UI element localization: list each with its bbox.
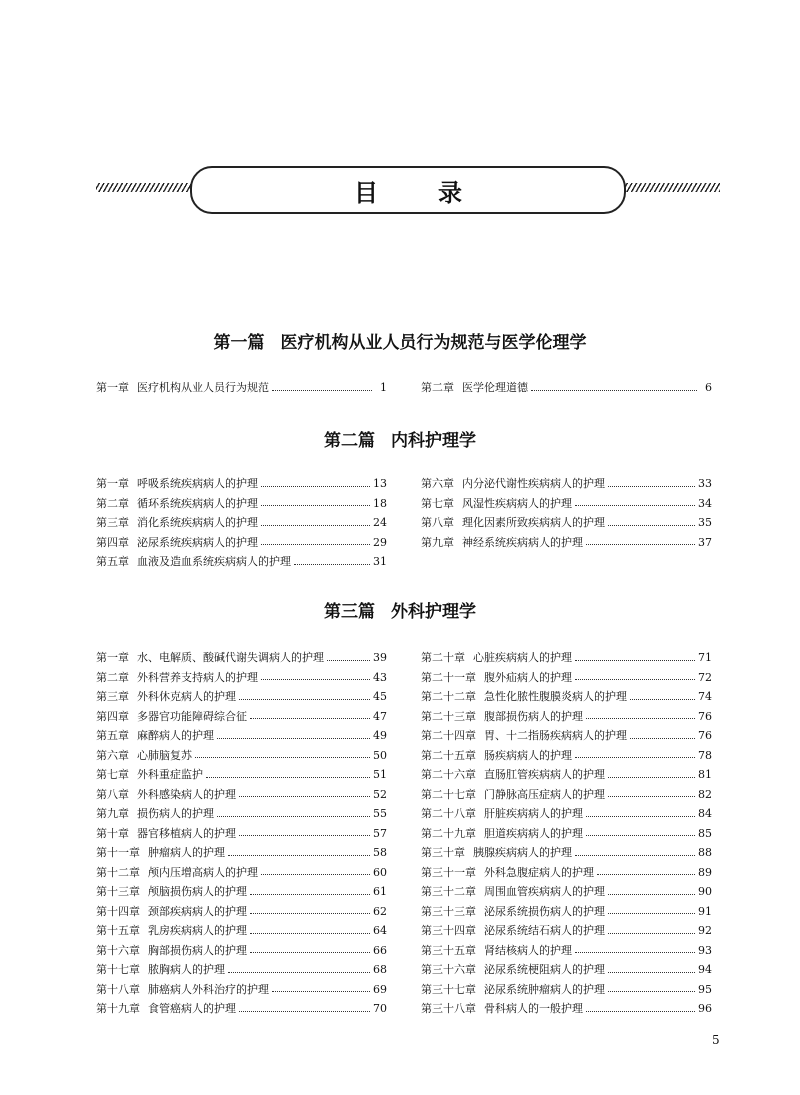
chapter-title: 泌尿系统损伤病人的护理 (484, 904, 605, 918)
dot-leader (272, 389, 372, 391)
part-1-right-column (421, 378, 712, 398)
toc-entry[interactable] (421, 882, 712, 902)
dot-leader (228, 854, 370, 856)
chapter-title: 颈部疾病病人的护理 (148, 904, 247, 918)
toc-entry[interactable] (96, 843, 387, 863)
chapter-title: 心肺脑复苏 (137, 748, 192, 762)
toc-entry[interactable] (96, 999, 387, 1019)
dot-leader (608, 971, 695, 973)
chapter-title: 骨科病人的一般护理 (484, 1002, 583, 1015)
part-name: 外科护理学 (391, 602, 476, 622)
dot-leader (586, 543, 695, 545)
chapter-page: 1 (380, 381, 387, 394)
chapter-page: 34 (698, 496, 712, 510)
part-3-right-column (421, 648, 712, 1019)
dot-leader (608, 893, 695, 895)
dot-leader (239, 834, 370, 836)
toc-entry[interactable] (421, 707, 712, 727)
toc-entry[interactable] (421, 843, 712, 863)
chapter-number: 第七章 (421, 496, 454, 510)
part-name: 内科护理学 (391, 431, 476, 451)
chapter-number: 第十三章 (96, 885, 140, 898)
dot-leader (261, 543, 370, 545)
chapter-number: 第二十章 (421, 651, 465, 664)
chapter-page: 49 (373, 729, 387, 742)
chapter-number: 第三十五章 (421, 943, 476, 957)
chapter-number: 第十六章 (96, 943, 140, 957)
chapter-page: 37 (698, 535, 712, 549)
chapter-number: 第三十二章 (421, 885, 476, 898)
toc-entry[interactable] (421, 902, 712, 922)
chapter-title: 直肠肛管疾病病人的护理 (484, 768, 605, 781)
toc-entry[interactable] (421, 824, 712, 844)
chapter-number: 第七章 (96, 768, 129, 781)
part-heading-3 (0, 597, 800, 622)
chapter-title: 损伤病人的护理 (137, 807, 214, 820)
dot-leader (575, 504, 695, 506)
chapter-number: 第十七章 (96, 963, 140, 976)
chapter-title: 肾结核病人的护理 (484, 943, 572, 957)
chapter-page: 24 (373, 516, 387, 529)
chapter-page: 60 (373, 865, 387, 879)
dot-leader (608, 485, 695, 487)
chapter-number: 第三十七章 (421, 982, 476, 996)
part-heading-1 (0, 328, 800, 353)
chapter-page: 81 (698, 768, 712, 781)
chapter-number: 第三十一章 (421, 865, 476, 879)
dot-leader (630, 698, 695, 700)
chapter-number: 第五章 (96, 555, 129, 568)
toc-entry[interactable] (421, 960, 712, 980)
toc-entry[interactable] (421, 804, 712, 824)
chapter-page: 58 (373, 846, 387, 859)
chapter-page: 95 (698, 982, 712, 996)
toc-entry[interactable] (421, 746, 712, 766)
dot-leader (217, 815, 370, 817)
chapter-title: 风湿性疾病病人的护理 (462, 496, 572, 510)
toc-entry[interactable] (421, 648, 712, 668)
chapter-title: 肺癌病人外科治疗的护理 (148, 982, 269, 996)
dot-leader (531, 389, 697, 391)
chapter-title: 呼吸系统疾病病人的护理 (137, 477, 258, 490)
dot-leader (239, 795, 370, 797)
chapter-number: 第六章 (96, 748, 129, 762)
chapter-title: 医疗机构从业人员行为规范 (137, 381, 269, 394)
chapter-page: 47 (373, 709, 387, 723)
part-number: 第一篇 (213, 333, 265, 353)
chapter-number: 第一章 (96, 381, 129, 394)
toc-entry[interactable] (96, 687, 387, 707)
dot-leader (608, 912, 695, 914)
chapter-title: 外科营养支持病人的护理 (137, 670, 258, 684)
chapter-page: 76 (698, 709, 712, 723)
chapter-title: 麻醉病人的护理 (137, 729, 214, 742)
chapter-title: 胆道疾病病人的护理 (484, 826, 583, 840)
dot-leader (272, 990, 370, 992)
chapter-number: 第九章 (421, 535, 454, 549)
toc-entry[interactable] (421, 726, 712, 746)
chapter-number: 第三章 (96, 690, 129, 703)
chapter-number: 第十八章 (96, 982, 140, 996)
toc-entry[interactable] (96, 494, 387, 514)
chapter-number: 第二十六章 (421, 768, 476, 781)
dot-leader (608, 990, 695, 992)
chapter-title: 水、电解质、酸碱代谢失调病人的护理 (137, 651, 324, 664)
chapter-title: 肝脏疾病病人的护理 (484, 807, 583, 820)
chapter-title: 肿瘤病人的护理 (148, 846, 225, 859)
hatch-decoration-left (96, 183, 192, 192)
part-name: 医疗机构从业人员行为规范与医学伦理学 (280, 333, 587, 353)
toc-entry[interactable] (96, 668, 387, 688)
part-number: 第三篇 (324, 602, 375, 622)
chapter-page: 71 (698, 651, 712, 664)
chapter-title: 周围血管疾病病人的护理 (484, 885, 605, 898)
dot-leader (586, 1010, 695, 1012)
chapter-number: 第二章 (421, 381, 454, 394)
dot-leader (608, 776, 695, 778)
chapter-page: 13 (373, 477, 387, 490)
dot-leader (575, 951, 695, 953)
chapter-page: 18 (373, 496, 387, 510)
chapter-page: 57 (373, 826, 387, 840)
dot-leader (327, 659, 370, 661)
chapter-title: 胰腺疾病病人的护理 (473, 846, 572, 859)
toc-entry[interactable] (96, 980, 387, 1000)
dot-leader (228, 971, 370, 973)
dot-leader (217, 737, 370, 739)
chapter-page: 29 (373, 535, 387, 549)
chapter-page: 55 (373, 807, 387, 820)
dot-leader (261, 524, 370, 526)
chapter-number: 第九章 (96, 807, 129, 820)
chapter-page: 64 (373, 924, 387, 937)
chapter-number: 第二十五章 (421, 748, 476, 762)
toc-entry[interactable] (96, 960, 387, 980)
toc-entry[interactable] (96, 746, 387, 766)
chapter-page: 78 (698, 748, 712, 762)
toc-title-char-1: 目 (354, 178, 378, 207)
chapter-number: 第二十八章 (421, 807, 476, 820)
chapter-number: 第六章 (421, 477, 454, 490)
toc-entry[interactable] (96, 882, 387, 902)
dot-leader (586, 834, 695, 836)
chapter-number: 第二十一章 (421, 670, 476, 684)
chapter-page: 68 (373, 963, 387, 976)
chapter-number: 第三十六章 (421, 963, 476, 976)
chapter-title: 多器官功能障碍综合征 (137, 709, 247, 723)
toc-entry[interactable] (96, 378, 387, 398)
dot-leader (575, 659, 695, 661)
dot-leader (261, 504, 370, 506)
chapter-page: 89 (698, 865, 712, 879)
chapter-page: 66 (373, 943, 387, 957)
chapter-title: 外科感染病人的护理 (137, 787, 236, 801)
toc-entry[interactable] (421, 533, 712, 553)
toc-entry[interactable] (96, 474, 387, 494)
part-number: 第二篇 (324, 431, 375, 451)
chapter-title: 食管癌病人的护理 (148, 1002, 236, 1015)
chapter-number: 第二十二章 (421, 690, 476, 703)
hatch-decoration-right (624, 183, 720, 192)
chapter-number: 第四章 (96, 535, 129, 549)
chapter-page: 62 (373, 904, 387, 918)
dot-leader (586, 717, 695, 719)
chapter-title: 腹外疝病人的护理 (484, 670, 572, 684)
chapter-title: 医学伦理道德 (462, 381, 528, 394)
part-3-left-column (96, 648, 387, 1019)
chapter-number: 第一章 (96, 651, 129, 664)
chapter-title: 泌尿系统疾病病人的护理 (137, 535, 258, 549)
chapter-number: 第四章 (96, 709, 129, 723)
chapter-title: 泌尿系统梗阻病人的护理 (484, 963, 605, 976)
chapter-page: 70 (373, 1002, 387, 1015)
dot-leader (261, 873, 370, 875)
dot-leader (250, 912, 370, 914)
chapter-title: 颅内压增高病人的护理 (148, 865, 258, 879)
dot-leader (250, 717, 370, 719)
dot-leader (261, 678, 370, 680)
chapter-page: 45 (373, 690, 387, 703)
dot-leader (261, 485, 370, 487)
chapter-title: 器官移植病人的护理 (137, 826, 236, 840)
toc-entry[interactable] (96, 863, 387, 883)
chapter-page: 88 (698, 846, 712, 859)
dot-leader (294, 563, 370, 565)
dot-leader (586, 815, 695, 817)
toc-title-char-2: 录 (438, 178, 462, 207)
dot-leader (575, 756, 695, 758)
toc-entry[interactable] (421, 980, 712, 1000)
chapter-title: 腹部损伤病人的护理 (484, 709, 583, 723)
chapter-number: 第三十章 (421, 846, 465, 859)
chapter-title: 泌尿系统结石病人的护理 (484, 924, 605, 937)
dot-leader (630, 737, 695, 739)
chapter-page: 85 (698, 826, 712, 840)
dot-leader (195, 756, 370, 758)
chapter-page: 94 (698, 963, 712, 976)
dot-leader (597, 873, 695, 875)
chapter-page: 33 (698, 477, 712, 490)
chapter-page: 92 (698, 924, 712, 937)
chapter-page: 96 (698, 1002, 712, 1015)
toc-entry[interactable] (421, 863, 712, 883)
toc-entry[interactable] (421, 921, 712, 941)
chapter-title: 肠疾病病人的护理 (484, 748, 572, 762)
chapter-page: 84 (698, 807, 712, 820)
chapter-page: 31 (373, 555, 387, 568)
dot-leader (608, 932, 695, 934)
chapter-title: 乳房疾病病人的护理 (148, 924, 247, 937)
toc-title-box (190, 166, 626, 214)
chapter-page: 76 (698, 729, 712, 742)
chapter-page: 69 (373, 982, 387, 996)
chapter-title: 外科急腹症病人的护理 (484, 865, 594, 879)
chapter-title: 理化因素所致疾病病人的护理 (462, 516, 605, 529)
dot-leader (250, 951, 370, 953)
dot-leader (239, 698, 370, 700)
dot-leader (608, 795, 695, 797)
toc-entry[interactable] (421, 494, 712, 514)
chapter-title: 急性化脓性腹膜炎病人的护理 (484, 690, 627, 703)
chapter-number: 第三十三章 (421, 904, 476, 918)
chapter-number: 第十五章 (96, 924, 140, 937)
chapter-page: 51 (373, 768, 387, 781)
chapter-number: 第一章 (96, 477, 129, 490)
toc-entry[interactable] (96, 533, 387, 553)
toc-entry[interactable] (96, 902, 387, 922)
toc-entry[interactable] (421, 999, 712, 1019)
chapter-title: 胃、十二指肠疾病病人的护理 (484, 729, 627, 742)
chapter-page: 50 (373, 748, 387, 762)
chapter-number: 第八章 (96, 787, 129, 801)
toc-entry[interactable] (96, 921, 387, 941)
part-2-right-column (421, 474, 712, 552)
chapter-number: 第十四章 (96, 904, 140, 918)
dot-leader (608, 524, 695, 526)
toc-entry[interactable] (96, 726, 387, 746)
chapter-number: 第二十三章 (421, 709, 476, 723)
dot-leader (250, 932, 370, 934)
chapter-page: 39 (373, 651, 387, 664)
toc-entry[interactable] (421, 941, 712, 961)
chapter-title: 血液及造血系统疾病病人的护理 (137, 555, 291, 568)
chapter-page: 43 (373, 670, 387, 684)
page-number: 5 (712, 1033, 720, 1047)
chapter-number: 第三章 (96, 516, 129, 529)
chapter-title: 心脏疾病病人的护理 (473, 651, 572, 664)
chapter-number: 第十九章 (96, 1002, 140, 1015)
chapter-page: 91 (698, 904, 712, 918)
toc-title-banner (96, 166, 720, 212)
toc-entry[interactable] (96, 785, 387, 805)
chapter-number: 第五章 (96, 729, 129, 742)
toc-entry[interactable] (421, 687, 712, 707)
chapter-title: 消化系统疾病病人的护理 (137, 516, 258, 529)
chapter-page: 74 (698, 690, 712, 703)
part-2-left-column (96, 474, 387, 572)
toc-entry[interactable] (96, 513, 387, 533)
chapter-number: 第二章 (96, 496, 129, 510)
toc-entry[interactable] (96, 707, 387, 727)
chapter-title: 颅脑损伤病人的护理 (148, 885, 247, 898)
toc-entry[interactable] (96, 552, 387, 572)
chapter-title: 脓胸病人的护理 (148, 963, 225, 976)
dot-leader (575, 678, 695, 680)
chapter-number: 第二十四章 (421, 729, 476, 742)
chapter-page: 6 (705, 381, 712, 394)
toc-entry[interactable] (421, 765, 712, 785)
chapter-title: 门静脉高压症病人的护理 (484, 787, 605, 801)
chapter-title: 外科休克病人的护理 (137, 690, 236, 703)
chapter-title: 内分泌代谢性疾病病人的护理 (462, 477, 605, 490)
part-heading-2 (0, 426, 800, 451)
chapter-number: 第二十七章 (421, 787, 476, 801)
chapter-number: 第八章 (421, 516, 454, 529)
toc-entry[interactable] (421, 474, 712, 494)
chapter-number: 第十章 (96, 826, 129, 840)
chapter-number: 第三十八章 (421, 1002, 476, 1015)
dot-leader (250, 893, 370, 895)
toc-entry[interactable] (421, 668, 712, 688)
chapter-page: 90 (698, 885, 712, 898)
chapter-number: 第三十四章 (421, 924, 476, 937)
chapter-page: 52 (373, 787, 387, 801)
chapter-title: 胸部损伤病人的护理 (148, 943, 247, 957)
chapter-title: 外科重症监护 (137, 768, 203, 781)
dot-leader (206, 776, 370, 778)
dot-leader (575, 854, 695, 856)
dot-leader (239, 1010, 370, 1012)
chapter-title: 神经系统疾病病人的护理 (462, 535, 583, 549)
part-1-left-column (96, 378, 387, 398)
chapter-page: 72 (698, 670, 712, 684)
toc-entry[interactable] (96, 804, 387, 824)
chapter-page: 82 (698, 787, 712, 801)
toc-entry[interactable] (96, 648, 387, 668)
chapter-number: 第二章 (96, 670, 129, 684)
chapter-page: 93 (698, 943, 712, 957)
toc-entry[interactable] (96, 824, 387, 844)
chapter-title: 循环系统疾病病人的护理 (137, 496, 258, 510)
chapter-number: 第十二章 (96, 865, 140, 879)
toc-entry[interactable] (96, 941, 387, 961)
chapter-page: 35 (698, 516, 712, 529)
toc-entry[interactable] (96, 765, 387, 785)
toc-entry[interactable] (421, 785, 712, 805)
toc-entry[interactable] (421, 378, 712, 398)
chapter-number: 第十一章 (96, 846, 140, 859)
chapter-number: 第二十九章 (421, 826, 476, 840)
chapter-title: 泌尿系统肿瘤病人的护理 (484, 982, 605, 996)
toc-entry[interactable] (421, 513, 712, 533)
chapter-page: 61 (373, 885, 387, 898)
